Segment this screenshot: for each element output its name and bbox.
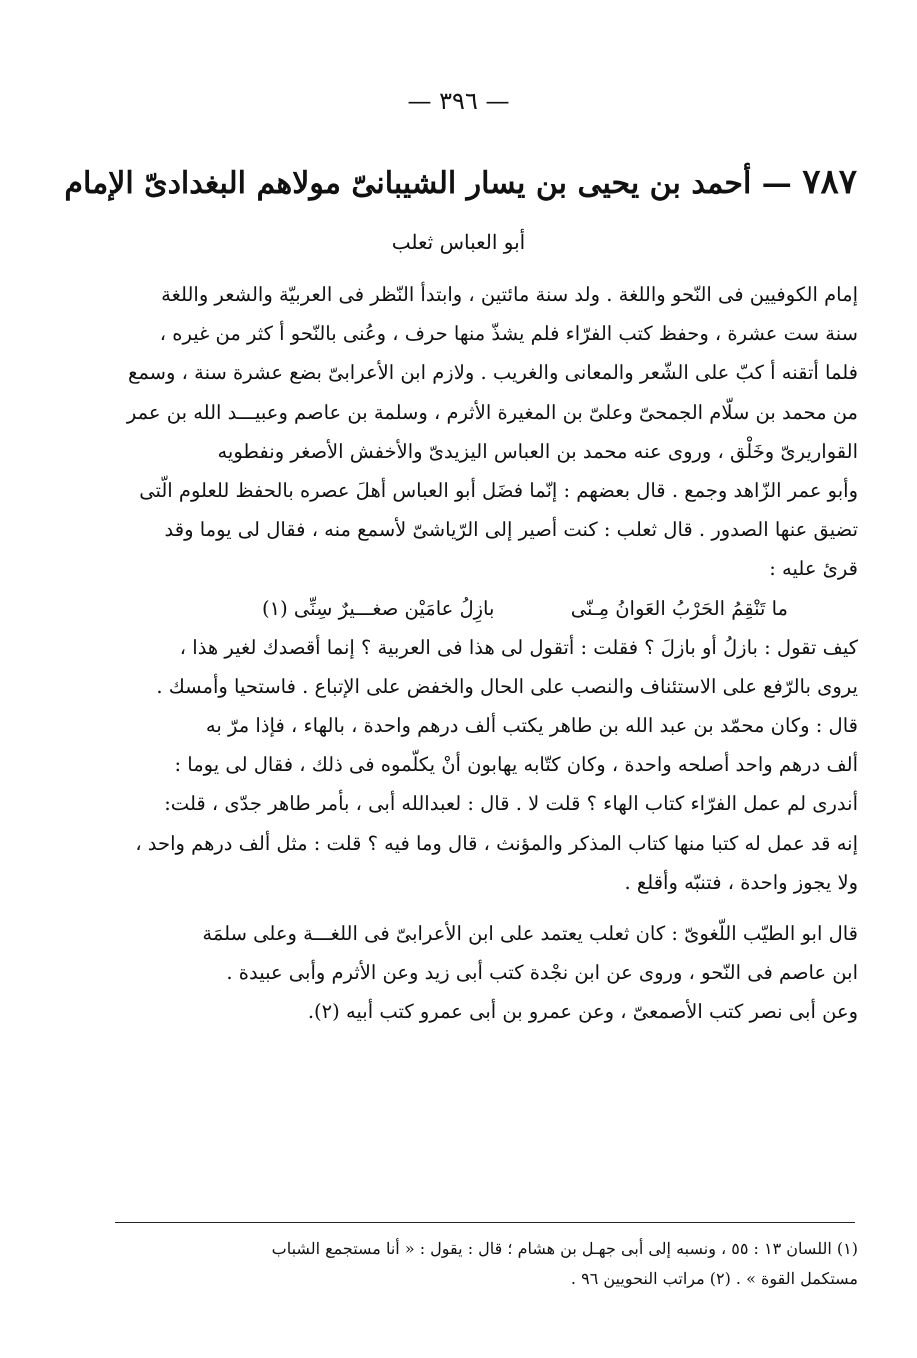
entry-heading: [64, 160, 857, 206]
text-line: وأبو عمر الزّاهد وجمع . قال بعضهم : إنّما فضَل أبو العباس أهلَ عصره بالحفظ للعلوم الّتى: [139, 478, 858, 502]
entry-dash: —: [751, 166, 792, 201]
verse-second-hemistich: بازِلُ عامَيْن صغـــيرٌ سِنِّى (١): [262, 596, 495, 620]
text-line: قال ابو الطيّب اللّغوىّ : كان ثعلب يعتمد على ابن الأعرابىّ فى اللغـــة وعلى سلمَة: [202, 922, 858, 945]
entry-number: ٧٨٧: [802, 162, 857, 202]
paragraph-biography: [62, 275, 858, 589]
entry-title: أحمد بن يحيى بن يسار الشيبانىّ مولاهم البغدادىّ الإمام: [64, 166, 752, 201]
page-number: — ٣٩٦ —: [407, 87, 510, 115]
footnote-line: (١) اللسان ١٣ : ٥٥ ، ونسبه إلى أبى جهـل بن هشام ؛ قال : يقول : « أنا مستجمع الشباب: [271, 1239, 858, 1258]
text-line: أندرى لم عمل الفرّاء كتاب الهاء ؟ قلت لا . قال : لعبدالله أبى ، بأمر طاهر جدّى ، قلت:: [164, 792, 858, 816]
text-line: قرئ عليه :: [769, 557, 858, 581]
text-line: إنه قد عمل له كتبا منها كتاب المذكر والمؤنث ، قال وما فيه ؟ قلت : مثل ألف درهم واحد ،: [135, 831, 858, 855]
text-line: من محمد بن سلّام الجمحىّ وعلىّ بن المغيرة الأثرم ، وسلمة بن عاصم وعبيـــد الله بن عمر: [126, 400, 858, 424]
text-line: ألف درهم واحد أصلحه واحدة ، وكان كتّابه يهابون أنْ يكلّموه فى ذلك ، فقال لى يوما :: [174, 753, 858, 777]
footnote-line: مستكمل القوة » . (٢) مراتب النحويين ٩٦ .: [570, 1269, 858, 1288]
text-line: وعن أبى نصر كتب الأصمعىّ ، وعن عمرو بن أبى عمرو كتب أبيه (٢).: [307, 1000, 858, 1024]
text-line: فلما أتقنه أ كبّ على الشّعر والمعانى والغريب . ولازم ابن الأعرابىّ بضع عشرة سنة ، وسمع: [128, 361, 858, 385]
paragraph-anecdote: [62, 706, 858, 902]
text-line: إمام الكوفيين فى النّحو واللغة . ولد سنة مائتين ، وابتدأ النّظر فى العربيّة والشعر واللغة: [161, 283, 858, 306]
footnotes: [62, 1234, 858, 1294]
text-line: تضيق عنها الصدور . قال ثعلب : كنت أصير إلى الرّياشىّ لأسمع منه ، فقال لى يوما وقد: [164, 518, 858, 542]
footnote-divider: [115, 1222, 855, 1223]
text-line: قال : وكان محمّد بن عبد الله بن طاهر يكتب ألف درهم واحدة ، بالهاء ، فإذا مرّ به: [205, 714, 858, 738]
paragraph-sources: [62, 914, 858, 1032]
poetry-verse: [62, 589, 858, 628]
text-line: ابن عاصم فى النّحو ، وروى عن ابن نجْدة كتب أبى زيد وعن الأثرم وأبى عبيدة .: [226, 961, 858, 985]
entry-subtitle: أبو العباس ثعلب: [391, 230, 526, 254]
paragraph-gap: [62, 902, 858, 914]
text-line: كيف تقول : بازلُ أو بازلَ ؟ فقلت : أتقول لى هذا فى العربية ؟ إنما أقصدك لغير هذا ،: [179, 635, 858, 659]
text-line: القواريرىّ وخَلْق ، وروى عنه محمد بن العباس اليزيدىّ والأخفش الأصغر ونفطويه: [217, 439, 858, 463]
verse-first-hemistich: ما تَنْقِمُ الحَرْبُ العَوانُ مِـنّى: [570, 596, 788, 620]
text-line: يروى بالرّفع على الاستئناف والنصب على الحال والخفض على الإتباع . فاستحيا وأمسك .: [156, 674, 858, 698]
text-line: سنة ست عشرة ، وحفظ كتب الفرّاء فلم يشذّ منها حرف ، وعُنى بالنّحو أ كثر من غيره ،: [159, 322, 858, 346]
text-line: ولا يجوز واحدة ، فتنبّه وأقلع .: [624, 870, 858, 894]
paragraph-verse-discussion: [62, 628, 858, 706]
entry-body: [62, 275, 858, 1032]
